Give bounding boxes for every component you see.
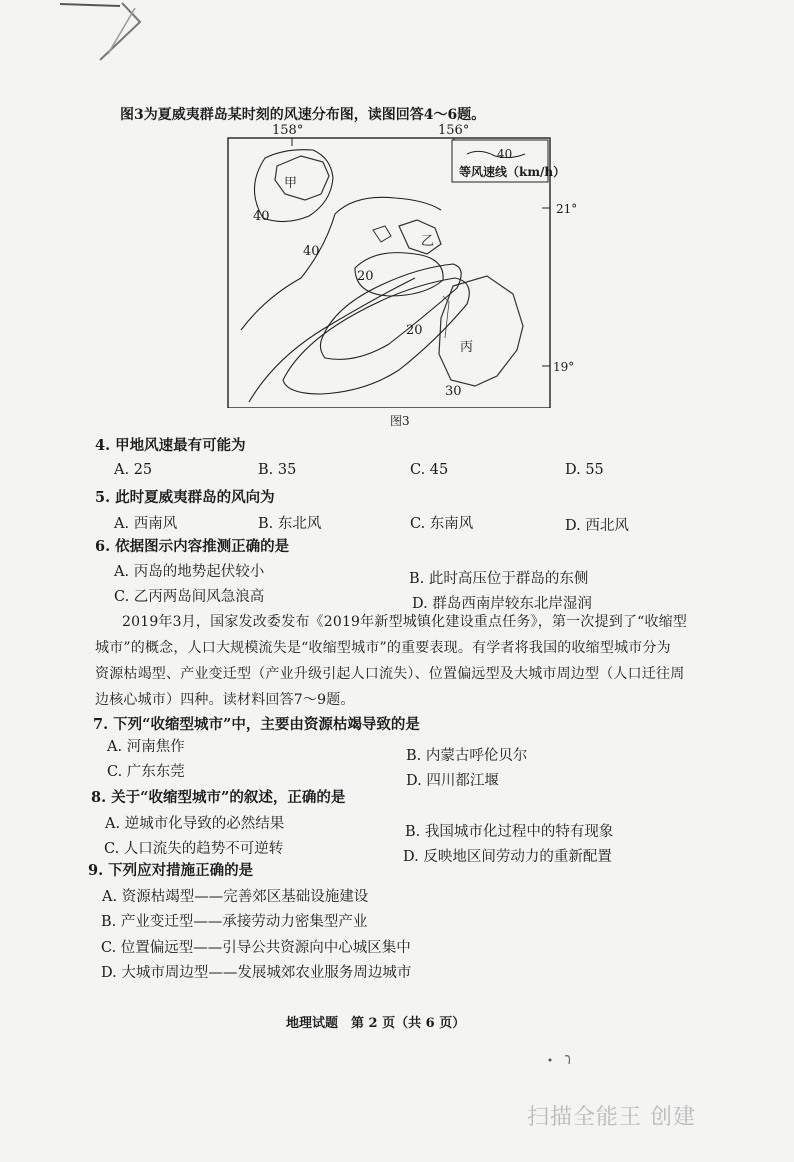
q9-option-a: A. 资源枯竭型——完善郊区基础设施建设: [102, 889, 369, 905]
lat-label-19: 19°: [553, 360, 575, 374]
contour-label-30: 30: [445, 384, 462, 399]
contour-label-20b: 20: [406, 323, 423, 338]
q4-option-c: C. 45: [410, 462, 449, 478]
contour-30: [283, 278, 469, 394]
page-footer: 地理试题 第 2 页（共 6 页）: [286, 1016, 466, 1031]
q7-option-b: B. 内蒙古呼伦贝尔: [406, 748, 528, 764]
passage-line-3: 资源枯竭型、产业变迁型（产业升级引起人口流失）、位置偏远型及大城市周边型（人口迁往周: [95, 666, 685, 682]
q6-option-b: B. 此时高压位于群岛的东侧: [409, 571, 589, 587]
q6-option-a: A. 丙岛的地势起伏较小: [114, 564, 265, 580]
contour-label-40a: 40: [253, 209, 270, 224]
island-small: [373, 226, 391, 242]
scanner-watermark: 扫描全能王 创建: [527, 1105, 696, 1130]
q8-option-c: C. 人口流失的趋势不可逆转: [104, 841, 284, 857]
figure-caption: 图3: [390, 414, 410, 428]
q8-option-d: D. 反映地区间劳动力的重新配置: [403, 849, 612, 865]
lon-label-156: 156°: [438, 123, 470, 138]
q8-option-a: A. 逆城市化导致的必然结果: [105, 816, 285, 832]
legend-text: 等风速线（km/h）: [459, 165, 566, 179]
q6-option-c: C. 乙丙两岛间风急浪高: [114, 589, 265, 605]
q7-option-c: C. 广东东莞: [107, 764, 185, 780]
scan-speck: [545, 1050, 585, 1070]
q4-option-b: B. 35: [258, 462, 297, 478]
label-yi: 乙: [421, 234, 435, 249]
q7-option-d: D. 四川都江堰: [406, 773, 499, 789]
lat-label-21: 21°: [556, 202, 578, 216]
question-8-stem: 8. 关于“收缩型城市”的叙述，正确的是: [91, 789, 346, 806]
figure-intro: 图3为夏威夷群岛某时刻的风速分布图，读图回答4～6题。: [120, 107, 486, 123]
wind-speed-map: [205, 118, 565, 408]
q6-option-d: D. 群岛西南岸较东北岸湿润: [412, 596, 592, 612]
passage-line-4: 边核心城市）四种。读材料回答7～9题。: [95, 692, 355, 708]
q5-option-d: D. 西北风: [565, 518, 629, 534]
q7-option-a: A. 河南焦作: [107, 739, 185, 755]
island-yi: [399, 220, 441, 254]
q5-option-b: B. 东北风: [258, 516, 322, 532]
question-6-stem: 6. 依据图示内容推测正确的是: [95, 538, 290, 555]
question-9-stem: 9. 下列应对措施正确的是: [88, 862, 254, 879]
lon-label-158: 158°: [272, 123, 304, 138]
legend-value: 40: [497, 147, 513, 161]
island-bing-detail: [443, 296, 449, 338]
label-bing: 丙: [460, 340, 474, 355]
question-4-stem: 4. 甲地风速最有可能为: [95, 437, 246, 454]
q9-option-b: B. 产业变迁型——承接劳动力密集型产业: [101, 914, 368, 930]
q4-option-d: D. 55: [565, 462, 604, 478]
passage-line-2: 城市”的概念，人口大规模流失是“收缩型城市”的重要表现。有学者将我国的收缩型城市分为: [95, 640, 671, 656]
q9-option-c: C. 位置偏远型——引导公共资源向中心城区集中: [101, 940, 411, 956]
q5-option-c: C. 东南风: [410, 516, 474, 532]
q4-option-a: A. 25: [114, 462, 153, 478]
contour-40-west: [241, 197, 441, 330]
contour-label-40b: 40: [303, 244, 320, 259]
q9-option-d: D. 大城市周边型——发展城郊农业服务周边城市: [101, 965, 412, 981]
question-5-stem: 5. 此时夏威夷群岛的风向为: [95, 489, 275, 506]
passage-line-1: 2019年3月，国家发改委发布《2019年新型城镇化建设重点任务》，第一次提到了“收缩型: [122, 614, 688, 630]
scan-corner-marks: [60, 0, 180, 70]
q8-option-b: B. 我国城市化过程中的特有现象: [405, 824, 614, 840]
question-7-stem: 7. 下列“收缩型城市”中，主要由资源枯竭导致的是: [93, 716, 420, 733]
contour-label-20a: 20: [357, 269, 374, 284]
q5-option-a: A. 西南风: [114, 516, 178, 532]
label-jia: 甲: [284, 176, 298, 191]
